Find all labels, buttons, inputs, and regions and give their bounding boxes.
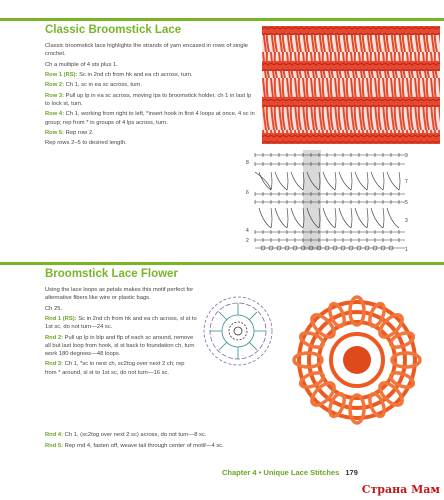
chart-row-number: 9 [405,153,408,159]
section2-body [45,286,197,377]
chapter-label: Chapter 4 [222,468,257,477]
instruction-row: Row 1 (RS): Sc in 2nd ch from hk and ea ch across, turn. [45,71,193,78]
chart-row-number: 8 [246,160,249,166]
chart-row-number: 4 [246,228,249,234]
instruction-row: Row 4: Ch 1, working from right to left, *insert hook in first 4 loops at once, 4 sc in group; rep from * in groups of 4 lps across, turn. [45,111,255,126]
section1-repeat: Rep rows 2–5 to desired length. [45,140,127,147]
section1-body [45,42,257,148]
instruction-round: Rnd 3: Ch 1, *sc in next ch, sc2tog over next 2 ch; rep from * around, sl st to 1st sc, do not turn—16 sc. [45,361,185,376]
chart-row-number: 5 [405,200,408,206]
instruction-round: Rnd 4: Ch 1, (sc2tog over next 2 sc) across, do not turn—8 sc. [45,432,207,439]
instruction-round: Rnd 2: Pull up lp in blp and flp of each sc around, remove all but last loop from hook, sl st back to foundation ch, turn work 180 degrees—48 loops. [45,334,195,357]
section-title-classic: Classic Broomstick Lace [45,24,182,36]
chart-row-number: 6 [246,190,249,196]
chart-row-number: 2 [246,238,249,244]
flower-stitch-diagram [202,285,274,377]
page-footer [222,468,358,477]
chart-row-number: 3 [405,218,408,224]
chart-row-number: 1 [405,247,408,253]
section1-intro: Classic broomstick lace highlights the strands of yarn encased in rows of single crochet. [45,43,248,58]
section1-multiple: Ch a multiple of 4 sts plus 1. [45,61,118,68]
section-divider [0,262,444,265]
chapter-title: Unique Lace Stitches [263,468,340,477]
stitch-chart [245,150,410,258]
watermark: Страна Мам [361,483,440,496]
chart-row-number: 7 [405,179,408,185]
instruction-row: Row 5: Rep row 2. [45,129,94,136]
footer-bullet: • [258,468,264,477]
section2-ch: Ch 25. [45,305,63,312]
top-rule [0,18,444,21]
instruction-round: Rnd 1 (RS): Sc in 2nd ch from hk and ea ch across, sl st to 1st sc, do not turn—24 sc. [45,315,197,331]
broomstick-flower-photo [282,285,432,435]
section2-body-wide [45,429,275,450]
page-number: 179 [345,468,358,477]
instruction-round: Rnd 5: Rep rnd 4, fasten off, weave tail through center of motif—4 sc. [45,442,224,449]
section2-intro: Using the lace loops as petals makes this motif perfect for alternative fibers like wire or plastic bags. [45,287,194,302]
section-title-flower: Broomstick Lace Flower [45,268,178,280]
broomstick-lace-photo [262,26,440,144]
instruction-row: Row 2: Ch 1, sc in ea sc across, turn. [45,82,142,89]
instruction-row: Row 3: Pull up lp in ea sc across, moving lps to broomstick holder, ch 1 in last lp to lock st, turn. [45,92,252,107]
